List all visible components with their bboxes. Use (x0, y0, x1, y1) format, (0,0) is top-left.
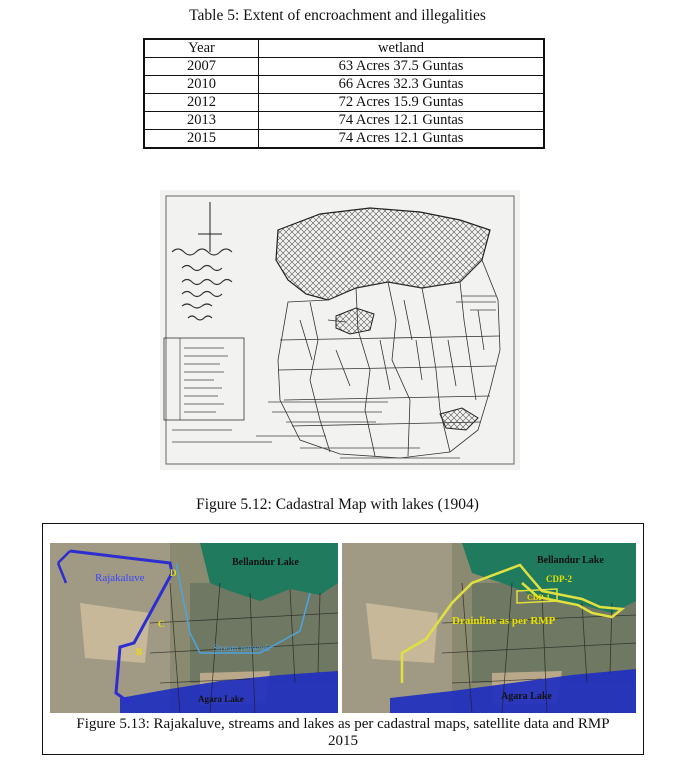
cell-year: 2015 (144, 130, 259, 149)
label-stream-network: Stream network (213, 643, 271, 653)
label-agara-lake-left: Agara Lake (198, 694, 244, 704)
cell-wetland: 74 Acres 12.1 Guntas (259, 112, 545, 130)
table-row (144, 76, 544, 94)
satellite-map-right (342, 543, 636, 713)
table-row (144, 112, 544, 130)
cell-wetland: 74 Acres 12.1 Guntas (259, 130, 545, 149)
label-point-b: B (136, 647, 143, 657)
satellite-map-left (50, 543, 338, 713)
cell-year: 2007 (144, 58, 259, 76)
table-row (144, 58, 544, 76)
cell-wetland: 63 Acres 37.5 Guntas (259, 58, 545, 76)
cell-wetland: 66 Acres 32.3 Guntas (259, 76, 545, 94)
figure-5-12-caption: Figure 5.12: Cadastral Map with lakes (1904) (196, 496, 479, 513)
label-agara-lake-right: Agara Lake (501, 691, 552, 702)
cell-year: 2012 (144, 94, 259, 112)
encroachment-table (143, 38, 545, 149)
label-bellandur-lake-right: Bellandur Lake (537, 555, 604, 566)
figure-5-13-caption-line2: 2015 (328, 733, 358, 749)
table-row (144, 130, 544, 149)
cadastral-map-image (160, 190, 520, 470)
label-cdp-1: CDP-1 (527, 593, 551, 602)
label-drainline: Drainline as per RMP (452, 615, 556, 627)
label-bellandur-lake-left: Bellandur Lake (232, 557, 299, 568)
label-rajakaluve: Rajakaluve (95, 572, 145, 584)
header-wetland: wetland (259, 39, 545, 58)
figure-5-13-caption (44, 716, 642, 750)
table-header-row (144, 39, 544, 58)
cell-year: 2013 (144, 112, 259, 130)
cell-year: 2010 (144, 76, 259, 94)
table-caption: Table 5: Extent of encroachment and illegalities (189, 7, 486, 24)
label-point-c: C (158, 619, 165, 629)
table-row (144, 94, 544, 112)
label-cdp-2: CDP-2 (546, 574, 572, 584)
header-year: Year (144, 39, 259, 58)
cell-wetland: 72 Acres 15.9 Guntas (259, 94, 545, 112)
figure-5-13-caption-line1: Figure 5.13: Rajakaluve, streams and lakes as per cadastral maps, satellite data and RMP (76, 716, 610, 732)
label-point-d: D (170, 568, 177, 578)
